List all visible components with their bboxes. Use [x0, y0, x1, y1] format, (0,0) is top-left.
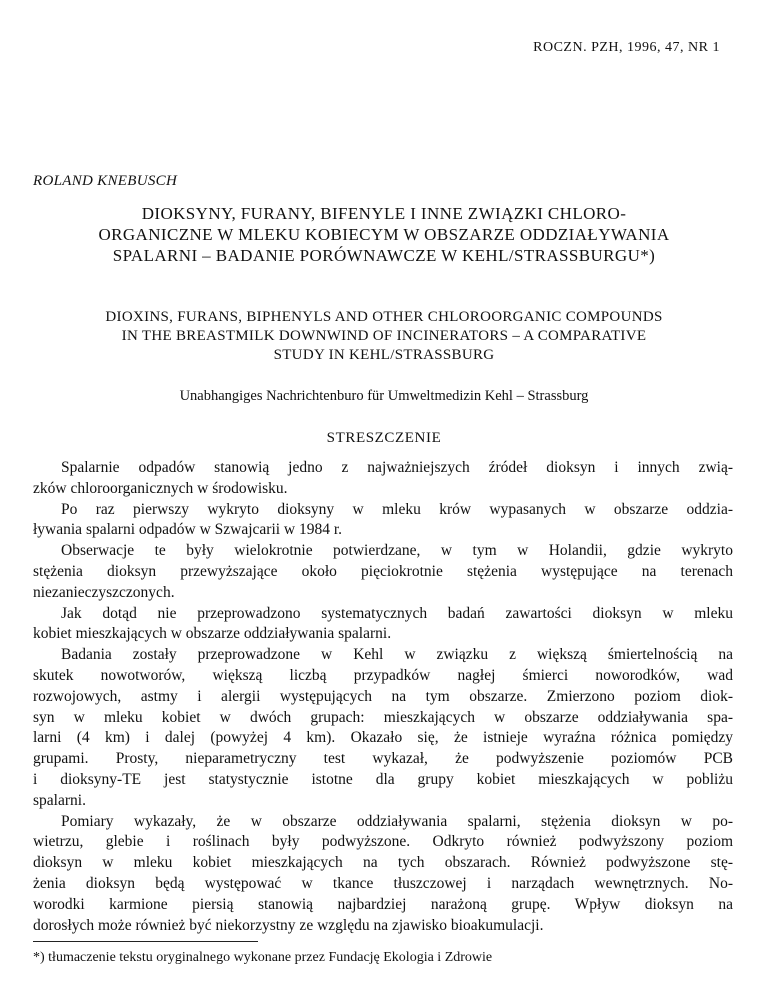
- abstract-line: Spalarnie odpadów stanowią jedno z najważniejszych źródeł dioksyn i innych zwią-: [61, 459, 733, 476]
- abstract-paragraph: [33, 604, 733, 646]
- abstract-line: stężenia dioksyn przewyższające około pięciokrotnie stężenia występujące na terenach: [33, 562, 733, 580]
- abstract-line: syn w mleku kobiet w dwóch grupach: mieszkających w obszarze oddziaływania spa-: [33, 708, 733, 726]
- abstract-line: i dioksyny-TE jest statystycznie istotne dla grupy kobiet mieszkających w pobliżu: [33, 770, 733, 788]
- journal-reference: ROCZN. PZH, 1996, 47, NR 1: [533, 40, 720, 55]
- affiliation: Unabhangiges Nachrichtenburo für Umweltmedizin Kehl – Strassburg: [179, 388, 589, 404]
- footnote-divider: [33, 941, 258, 942]
- abstract-line: niezanieczyszczonych.: [33, 583, 175, 601]
- abstract-line: dioksyn w mleku kobiet mieszkających na tych obszarach. Również podwyższone stę-: [33, 854, 733, 872]
- abstract-line: zków chloroorganicznych w środowisku.: [33, 479, 288, 497]
- abstract-line: ływania spalarni odpadów w Szwajcarii w 1984 r.: [33, 521, 343, 539]
- abstract-paragraph: [33, 500, 733, 542]
- abstract-paragraph: [33, 645, 733, 811]
- abstract-paragraph: [33, 541, 733, 603]
- abstract-line: Jak dotąd nie przeprowadzono systematycznych badań zawartości dioksyn w mleku: [61, 604, 733, 622]
- abstract-paragraph: [33, 458, 733, 500]
- abstract-line: żenia dioksyn będą występować w tkance tłuszczowej i narządach wewnętrznych. No-: [33, 874, 733, 892]
- abstract-line: Obserwacje te były wielokrotnie potwierdzane, w tym w Holandii, gdzie wykryto: [61, 542, 733, 560]
- abstract-line: grupami. Prosty, nieparametryczny test wykazał, że podwyższenie poziomów PCB: [33, 750, 733, 768]
- author-name: ROLAND KNEBUSCH: [33, 173, 178, 189]
- abstract-line: Pomiary wykazały, że w obszarze oddziaływania spalarni, stężenia dioksyn w po-: [61, 812, 733, 830]
- title-english: [20, 308, 748, 365]
- abstract-line: larni (4 km) i dalej (powyżej 4 km). Okazało się, że istnieje wyraźna różnica pomiędzy: [33, 729, 733, 747]
- abstract-line: rozwojowych, astmy i alergii występujących na tym obszarze. Zmierzono poziom diok-: [33, 687, 733, 705]
- abstract-line: spalarni.: [33, 791, 86, 809]
- title-polish-line: SPALARNI – BADANIE PORÓWNAWCZE W KEHL/STRASSBURGU*): [112, 246, 656, 265]
- abstract-paragraph: [33, 812, 733, 937]
- footnote: *) tłumaczenie tekstu oryginalnego wykonane przez Fundację Ekologia i Zdrowie: [33, 950, 493, 965]
- title-polish: [20, 203, 748, 266]
- abstract-line: Po raz pierwszy wykryto dioksyny w mleku krów wypasanych w obszarze oddzia-: [61, 500, 733, 518]
- abstract-body: [33, 458, 733, 936]
- abstract-line: dorosłych może również być niekorzystny ze względu na zjawisko bioakumulacji.: [33, 916, 544, 934]
- title-polish-line: DIOKSYNY, FURANY, BIFENYLE I INNE ZWIĄZKI CHLORO-: [141, 204, 627, 223]
- title-polish-line: ORGANICZNE W MLEKU KOBIECYM W OBSZARZE ODDZIAŁYWANIA: [98, 225, 670, 244]
- abstract-line: Badania zostały przeprowadzone w Kehl w związku z większą śmiertelnością na: [61, 646, 733, 664]
- title-english-line: DIOXINS, FURANS, BIPHENYLS AND OTHER CHLOROORGANIC COMPOUNDS: [105, 309, 663, 325]
- abstract-line: kobiet mieszkających w obszarze oddziaływania spalarni.: [33, 625, 392, 643]
- abstract-heading: STRESZCZENIE: [326, 430, 442, 446]
- title-english-line: IN THE BREASTMILK DOWNWIND OF INCINERATORS – A COMPARATIVE: [121, 328, 647, 344]
- abstract-line: worodki karmione piersią stanowią najbardziej narażoną grupę. Wpływ dioksyn na: [33, 895, 733, 913]
- abstract-line: skutek nowotworów, większą liczbą przypadków nagłej śmierci noworodków, wad: [33, 666, 733, 684]
- abstract-line: wietrzu, glebie i roślinach były podwyższone. Odkryto również podwyższony poziom: [33, 833, 733, 851]
- title-english-line: STUDY IN KEHL/STRASSBURG: [273, 347, 495, 363]
